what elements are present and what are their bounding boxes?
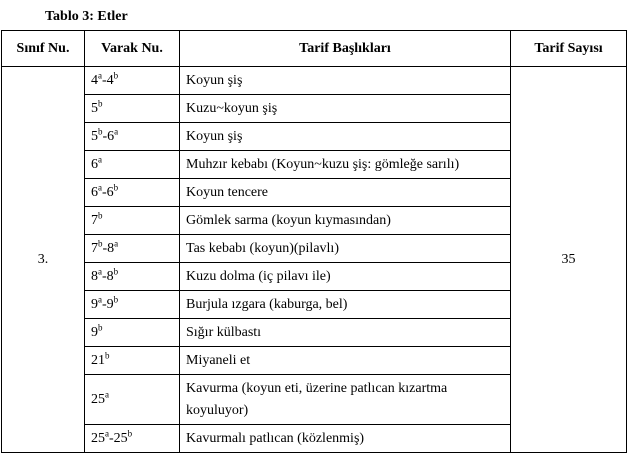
varak-page-number: -6	[102, 128, 115, 144]
tarif-sayisi-cell: 35	[511, 67, 627, 453]
tarif-baslik-cell: Miyaneli et	[180, 347, 511, 375]
varak-side-superscript: b	[98, 125, 103, 136]
table-caption: Tablo 3: Etler	[45, 9, 128, 24]
varak-page-number: 25	[91, 391, 105, 407]
table-body	[2, 67, 627, 453]
varak-nu-cell	[85, 291, 180, 319]
tarif-baslik-cell: Gömlek sarma (koyun kıymasından)	[180, 207, 511, 235]
varak-side-superscript: a	[98, 293, 102, 304]
tarif-baslik-cell: Koyun şiş	[180, 123, 511, 151]
varak-page-number: 7	[91, 212, 98, 228]
varak-page-number: -4	[102, 72, 114, 88]
varak-side-superscript: a	[98, 153, 102, 164]
varak-page-number: 7	[91, 240, 98, 256]
varak-nu-cell	[85, 263, 180, 291]
varak-nu-cell	[85, 151, 180, 179]
varak-side-superscript: b	[113, 181, 119, 192]
varak-side-superscript: b	[113, 265, 119, 276]
varak-side-superscript: a	[114, 125, 119, 136]
varak-page-number: 9	[91, 324, 98, 340]
varak-side-superscript: a	[114, 237, 119, 248]
varak-page-number: 25	[91, 430, 105, 446]
header-tarif-sayisi: Tarif Sayısı	[511, 31, 627, 67]
varak-side-superscript: b	[98, 237, 103, 248]
tarif-baslik-cell: Tas kebabı (koyun)(pilavlı)	[180, 235, 511, 263]
varak-side-superscript: b	[98, 209, 103, 220]
header-row	[2, 31, 627, 67]
tarif-baslik-cell: Kavurmalı patlıcan (közlenmiş)	[180, 425, 511, 453]
tarif-baslik-cell: Burjula ızgara (kaburga, bel)	[180, 291, 511, 319]
varak-nu-cell	[85, 235, 180, 263]
varak-page-number: 5	[91, 100, 98, 116]
varak-side-superscript: b	[113, 69, 119, 80]
varak-page-number: 9	[91, 296, 98, 312]
varak-page-number: -8	[102, 240, 115, 256]
varak-side-superscript: a	[98, 265, 102, 276]
varak-nu-cell	[85, 375, 180, 425]
tarif-baslik-cell: Sığır külbastı	[180, 319, 511, 347]
varak-nu-cell	[85, 123, 180, 151]
header-varak-nu: Varak Nu.	[85, 31, 180, 67]
varak-page-number: -8	[102, 268, 114, 284]
varak-page-number: 5	[91, 128, 98, 144]
varak-page-number: 8	[91, 268, 98, 284]
varak-page-number: -6	[102, 184, 114, 200]
header-sinif-nu: Sınıf Nu.	[2, 31, 85, 67]
varak-side-superscript: b	[98, 97, 103, 108]
tarif-baslik-cell: Koyun tencere	[180, 179, 511, 207]
varak-side-superscript: a	[98, 69, 102, 80]
varak-side-superscript: b	[98, 321, 103, 332]
tarif-baslik-cell: Kuzu~koyun şiş	[180, 95, 511, 123]
table-row	[2, 67, 627, 95]
varak-page-number: 6	[91, 184, 98, 200]
varak-side-superscript: b	[105, 349, 110, 360]
varak-side-superscript: a	[105, 388, 109, 399]
varak-nu-cell	[85, 67, 180, 95]
tarif-baslik-cell: Kuzu dolma (iç pilavı ile)	[180, 263, 511, 291]
varak-nu-cell	[85, 179, 180, 207]
varak-page-number: -9	[102, 296, 114, 312]
sinif-nu-cell: 3.	[2, 67, 85, 453]
tarif-baslik-cell: Koyun şiş	[180, 67, 511, 95]
varak-nu-cell	[85, 319, 180, 347]
header-tarif-basliklari: Tarif Başlıkları	[180, 31, 511, 67]
varak-page-number: 6	[91, 156, 98, 172]
varak-side-superscript: b	[127, 427, 133, 438]
varak-side-superscript: b	[113, 293, 119, 304]
varak-nu-cell	[85, 95, 180, 123]
varak-side-superscript: a	[105, 427, 109, 438]
varak-side-superscript: a	[98, 181, 102, 192]
tarif-baslik-cell: Kavurma (koyun eti, üzerine patlıcan kızartma koyuluyor)	[180, 375, 511, 425]
varak-nu-cell	[85, 425, 180, 453]
recipes-table	[1, 30, 627, 453]
varak-page-number: -25	[109, 430, 128, 446]
varak-nu-cell	[85, 347, 180, 375]
tarif-baslik-cell: Muhzır kebabı (Koyun~kuzu şiş: gömleğe sarılı)	[180, 151, 511, 179]
varak-page-number: 4	[91, 72, 98, 88]
varak-page-number: 21	[91, 352, 105, 368]
varak-nu-cell	[85, 207, 180, 235]
